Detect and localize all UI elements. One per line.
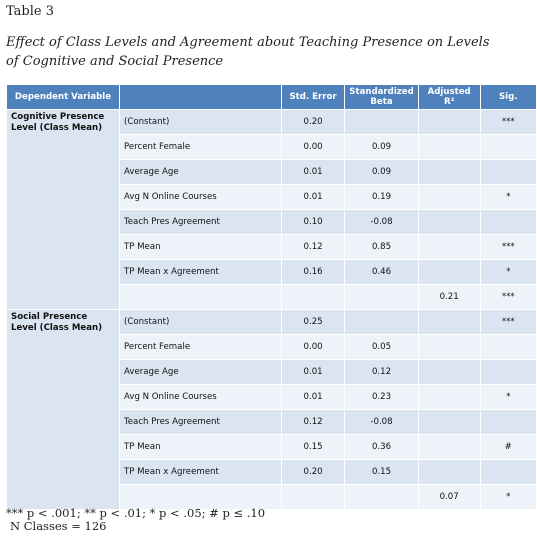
standardized-beta-cell: 0.09 — [345, 160, 418, 185]
std-error-cell: 0.00 — [281, 335, 344, 360]
sig-cell: *** — [480, 110, 536, 135]
table-row — [7, 110, 537, 135]
header-adjusted-r2: Adjusted R² — [418, 85, 480, 110]
standardized-beta-cell: -0.08 — [345, 410, 418, 435]
standardized-beta-cell: 0.05 — [345, 335, 418, 360]
adjusted-r2-cell — [418, 135, 480, 160]
adjusted-r2-cell — [418, 410, 480, 435]
standardized-beta-cell: 0.46 — [345, 260, 418, 285]
std-error-cell: 0.16 — [281, 260, 344, 285]
sig-cell: *** — [480, 310, 536, 335]
adjusted-r2-cell — [418, 110, 480, 135]
sig-cell: *** — [480, 285, 536, 310]
significance-note: *** p < .001; ** p < .01; * p < .05; # p ≤ .10 — [6, 506, 266, 520]
sig-cell — [480, 460, 536, 485]
sig-cell: *** — [480, 235, 536, 260]
predictor-cell: TP Mean x Agreement — [119, 460, 281, 485]
sig-cell: * — [480, 260, 536, 285]
adjusted-r2-cell — [418, 210, 480, 235]
predictor-cell: (Constant) — [119, 110, 281, 135]
sig-cell — [480, 210, 536, 235]
table-caption: Effect of Class Levels and Agreement about Teaching Presence on Levels of Cognitive and Social Presence — [6, 35, 490, 69]
std-error-cell: 0.01 — [281, 160, 344, 185]
std-error-cell: 0.15 — [281, 435, 344, 460]
sig-cell: * — [480, 385, 536, 410]
std-error-cell: 0.20 — [281, 110, 344, 135]
predictor-cell: TP Mean — [119, 235, 281, 260]
standardized-beta-cell — [345, 110, 418, 135]
adjusted-r2-cell — [418, 460, 480, 485]
sig-cell — [480, 335, 536, 360]
standardized-beta-cell: 0.36 — [345, 435, 418, 460]
standardized-beta-cell: 0.15 — [345, 460, 418, 485]
std-error-cell — [281, 485, 344, 510]
adjusted-r2-cell — [418, 235, 480, 260]
sig-cell — [480, 410, 536, 435]
table-header-row — [7, 85, 537, 110]
predictor-cell: Average Age — [119, 160, 281, 185]
table-body — [7, 110, 537, 510]
adjusted-r2-cell — [418, 260, 480, 285]
sig-cell: * — [480, 485, 536, 510]
std-error-cell: 0.01 — [281, 185, 344, 210]
std-error-cell: 0.01 — [281, 385, 344, 410]
std-error-cell: 0.12 — [281, 410, 344, 435]
std-error-cell: 0.25 — [281, 310, 344, 335]
predictor-cell: Percent Female — [119, 135, 281, 160]
predictor-cell — [119, 285, 281, 310]
header-predictor — [119, 85, 281, 110]
std-error-cell: 0.01 — [281, 360, 344, 385]
table-label: Table 3 — [6, 4, 54, 19]
standardized-beta-cell: 0.19 — [345, 185, 418, 210]
standardized-beta-cell: 0.85 — [345, 235, 418, 260]
table-footnote — [6, 507, 265, 533]
sig-cell: # — [480, 435, 536, 460]
adjusted-r2-cell — [418, 335, 480, 360]
header-sig: Sig. — [480, 85, 536, 110]
adjusted-r2-cell — [418, 310, 480, 335]
predictor-cell: TP Mean — [119, 435, 281, 460]
sig-cell — [480, 135, 536, 160]
predictor-cell: Avg N Online Courses — [119, 385, 281, 410]
adjusted-r2-cell: 0.21 — [418, 285, 480, 310]
predictor-cell: Average Age — [119, 360, 281, 385]
std-error-cell: 0.10 — [281, 210, 344, 235]
std-error-cell: 0.20 — [281, 460, 344, 485]
predictor-cell: Avg N Online Courses — [119, 185, 281, 210]
predictor-cell: Teach Pres Agreement — [119, 410, 281, 435]
table-row — [7, 310, 537, 335]
sig-cell — [480, 360, 536, 385]
standardized-beta-cell — [345, 310, 418, 335]
adjusted-r2-cell — [418, 385, 480, 410]
header-std-error: Std. Error — [281, 85, 344, 110]
dependent-variable-cell: Social Presence Level (Class Mean) — [7, 310, 120, 510]
predictor-cell: (Constant) — [119, 310, 281, 335]
adjusted-r2-cell — [418, 435, 480, 460]
standardized-beta-cell: 0.09 — [345, 135, 418, 160]
header-standardized-beta: Standardized Beta — [345, 85, 418, 110]
standardized-beta-cell: -0.08 — [345, 210, 418, 235]
predictor-cell: Percent Female — [119, 335, 281, 360]
sig-cell — [480, 160, 536, 185]
dependent-variable-cell: Cognitive Presence Level (Class Mean) — [7, 110, 120, 310]
predictor-cell: Teach Pres Agreement — [119, 210, 281, 235]
adjusted-r2-cell — [418, 185, 480, 210]
std-error-cell: 0.12 — [281, 235, 344, 260]
sig-cell: * — [480, 185, 536, 210]
standardized-beta-cell — [345, 285, 418, 310]
adjusted-r2-cell — [418, 360, 480, 385]
header-dependent-variable: Dependent Variable — [7, 85, 120, 110]
adjusted-r2-cell: 0.07 — [418, 485, 480, 510]
adjusted-r2-cell — [418, 160, 480, 185]
n-classes-note: N Classes = 126 — [10, 519, 107, 533]
standardized-beta-cell: 0.23 — [345, 385, 418, 410]
predictor-cell: TP Mean x Agreement — [119, 260, 281, 285]
results-table — [6, 84, 537, 510]
std-error-cell: 0.00 — [281, 135, 344, 160]
standardized-beta-cell — [345, 485, 418, 510]
std-error-cell — [281, 285, 344, 310]
standardized-beta-cell: 0.12 — [345, 360, 418, 385]
